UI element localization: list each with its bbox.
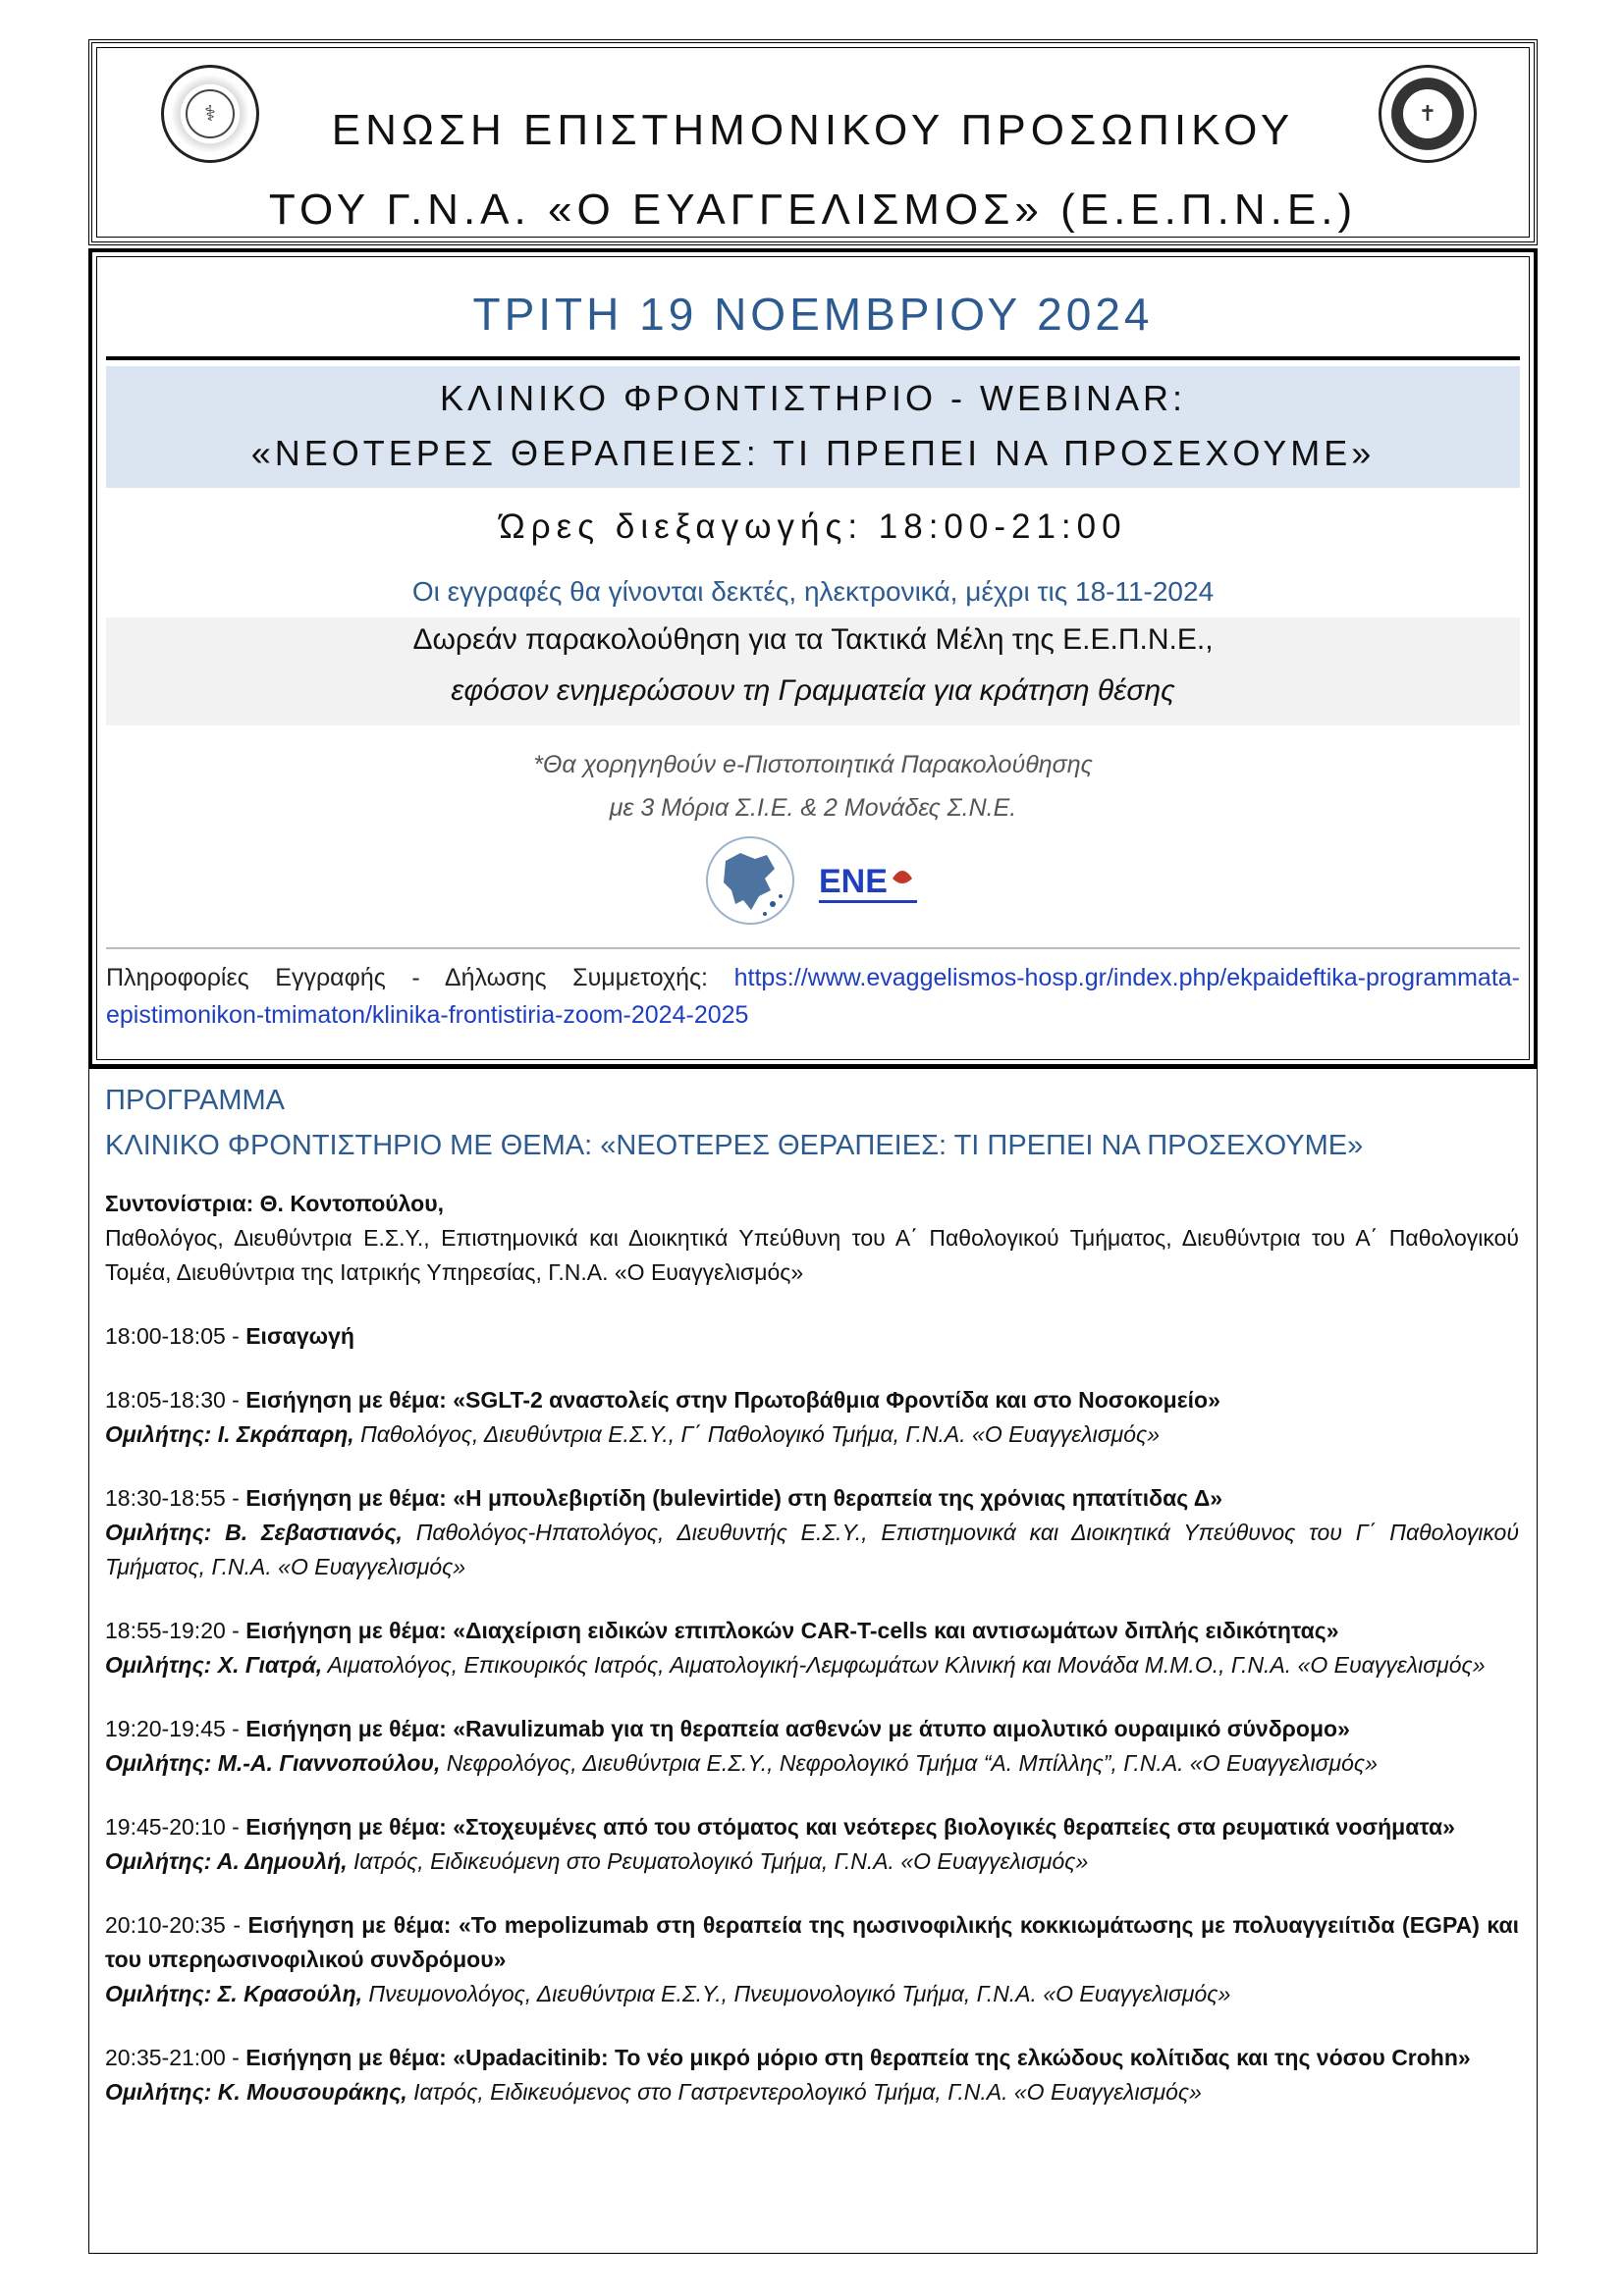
coordinator-block <box>105 1187 1519 1290</box>
certificate-note-line1: *Θα χορηγηθούν e-Πιστοποιητικά Παρακολούθησης <box>533 751 1093 778</box>
event-title-line1: ΚΛΙΝΙΚΟ ΦΡΟΝΤΙΣΤΗΡΙΟ - WEBINAR: <box>440 378 1186 418</box>
programme-subheading: ΚΛΙΝΙΚΟ ΦΡΟΝΤΙΣΤΗΡΙΟ ΜΕ ΘΕΜΑ: «ΝΕΟΤΕΡΕΣ ΘΕΡΑΠΕΙΕΣ: ΤΙ ΠΡΕΠΕΙ ΝΑ ΠΡΟΣΕΧΟΥΜΕ» <box>105 1130 1364 1161</box>
coordinator-description: Παθολόγος, Διευθύντρια Ε.Σ.Υ., Επιστημονικά και Διοικητικά Υπεύθυνη του Α΄ Παθολογικού Τμήματος, Διευθύντρια του Α΄ Παθολογικού Τομέα, Διευθύντρια της Ιατρικής Υπηρεσίας, Γ.Ν.Α. «Ο Ευαγγελισμός» <box>105 1225 1519 1285</box>
free-attendance-line2: εφόσον ενημερώσουν τη Γραμματεία για κράτηση θέσης <box>451 674 1175 707</box>
item-time: 18:00-18:05 - <box>105 1323 246 1349</box>
item-title: Εισήγηση με θέμα: «SGLT-2 αναστολείς στην Πρωτοβάθμια Φροντίδα και στο Νοσοκομείο» <box>245 1387 1220 1413</box>
divider <box>106 356 1520 360</box>
speaker-affiliation: Αιματολόγος, Επικουρικός Ιατρός, Αιματολογική-Λεμφωμάτων Κλινική και Μονάδα Μ.Μ.Ο., Γ.Ν.Α. «Ο Ευαγγελισμός» <box>322 1652 1486 1678</box>
certificate-note-line2: με 3 Μόρια Σ.Ι.Ε. & 2 Μονάδες Σ.Ν.Ε. <box>609 794 1017 822</box>
header-box <box>88 39 1538 245</box>
item-title: Εισήγηση με θέμα: «Η μπουλεβιρτίδη (bulevirtide) στη θεραπεία της χρόνιας ηπατίτιδας Δ» <box>245 1485 1223 1511</box>
programme-item <box>105 1908 1519 2011</box>
speaker-name: Ομιλήτης: Ι. Σκράπαρη, <box>105 1421 354 1447</box>
item-time: 20:10-20:35 - <box>105 1912 248 1938</box>
greece-map-logo <box>707 837 793 924</box>
ene-logo-text: ENE <box>819 863 888 900</box>
programme-content <box>105 1081 1519 2109</box>
speaker-affiliation: Ιατρός, Ειδικευόμενη στο Ρευματολογικό Τμήμα, Γ.Ν.Α. «Ο Ευαγγελισμός» <box>347 1848 1089 1874</box>
registration-info-label: Πληροφορίες Εγγραφής - Δήλωσης Συμμετοχής: <box>106 964 734 991</box>
programme-heading: ΠΡΟΓΡΑΜΜΑ <box>105 1085 286 1116</box>
speaker-name: Ομιλήτης: Α. Δημουλή, <box>105 1848 348 1874</box>
speaker-affiliation: Ιατρός, Ειδικευόμενος στο Γαστρεντερολογικό Τμήμα, Γ.Ν.Α. «Ο Ευαγγελισμός» <box>406 2079 1202 2105</box>
item-title: Εισαγωγή <box>245 1323 354 1349</box>
programme-item-intro <box>105 1319 1519 1354</box>
programme-item <box>105 1810 1519 1879</box>
registration-info <box>106 959 1520 1034</box>
programme-item <box>105 1712 1519 1781</box>
event-box <box>88 248 1538 1068</box>
programme-item <box>105 2041 1519 2109</box>
programme-item <box>105 1383 1519 1452</box>
registration-link[interactable]: https://www.evaggelismos-hosp.gr/index.php/ekpaideftika-programmata-epistimonikon-tmimaton/klinika-frontistiria-zoom-2024-2025 <box>106 964 1520 1029</box>
speaker-affiliation: Νεφρολόγος, Διευθύντρια Ε.Σ.Υ., Νεφρολογικό Τμήμα “Α. Μπίλλης”, Γ.Ν.Α. «Ο Ευαγγελισμός» <box>440 1750 1378 1776</box>
speaker-name: Ομιλήτης: Χ. Γιατρά, <box>105 1652 323 1678</box>
item-time: 18:05-18:30 - <box>105 1387 246 1413</box>
free-attendance-band <box>106 617 1520 725</box>
item-title: Εισήγηση με θέμα: «Στοχευμένες από του στόματος και νεότερες βιολογικές θεραπείες στα ρευματικά νοσήματα» <box>245 1814 1455 1840</box>
event-date: ΤΡΙΤΗ 19 ΝΟΕΜΒΡΙΟΥ 2024 <box>472 289 1154 340</box>
event-title-line2: «ΝΕΟΤΕΡΕΣ ΘΕΡΑΠΕΙΕΣ: ΤΙ ΠΡΕΠΕΙ ΝΑ ΠΡΟΣΕΧΟΥΜΕ» <box>250 433 1376 473</box>
speaker-affiliation: Παθολόγος-Ηπατολόγος, Διευθυντής Ε.Σ.Υ., Επιστημονικά και Διοικητικά Υπεύθυνος του Γ΄ Παθολογικού Τμήματος, Γ.Ν.Α. «Ο Ευαγγελισμός» <box>105 1520 1519 1579</box>
item-time: 19:20-19:45 - <box>105 1716 246 1741</box>
item-title: Εισήγηση με θέμα: «Ravulizumab για τη θεραπεία ασθενών με άτυπο αιμολυτικό ουραιμικό σύνδρομο» <box>245 1716 1350 1741</box>
ene-logo <box>819 863 917 903</box>
programme-item <box>105 1481 1519 1584</box>
item-time: 20:35-21:00 - <box>105 2045 246 2070</box>
speaker-name: Ομιλήτης: Β. Σεβαστιανός, <box>105 1520 403 1545</box>
org-name-line1: ΕΝΩΣΗ ΕΠΙΣΤΗΜΟΝΙΚΟΥ ΠΡΟΣΩΠΙΚΟΥ <box>331 106 1295 154</box>
saint-figure-icon: ✝ <box>1403 89 1452 138</box>
speaker-affiliation: Παθολόγος, Διευθύντρια Ε.Σ.Υ., Γ΄ Παθολογικό Τμήμα, Γ.Ν.Α. «Ο Ευαγγελισμός» <box>353 1421 1160 1447</box>
speaker-name: Ομιλήτης: Μ.-Α. Γιαννοπούλου, <box>105 1750 441 1776</box>
item-title: Εισήγηση με θέμα: «Το mepolizumab στη θεραπεία της ηωσινοφιλικής κοκκιωμάτωσης με πολυαγγειίτιδα (EGPA) και του υπερηωσινοφιλικού συνδρόμου» <box>105 1912 1519 1972</box>
item-title: Εισήγηση με θέμα: «Διαχείριση ειδικών επιπλοκών CAR-T-cells και αντισωμάτων διπλής ειδικότητας» <box>245 1618 1339 1643</box>
item-time: 18:30-18:55 - <box>105 1485 246 1511</box>
item-title: Εισήγηση με θέμα: «Upadacitinib: Το νέο μικρό μόριο στη θεραπεία της ελκώδους κολίτιδας και της νόσου Crohn» <box>245 2045 1471 2070</box>
speaker-affiliation: Πνευμονολόγος, Διευθύντρια Ε.Σ.Υ., Πνευμονολογικό Τμήμα, Γ.Ν.Α. «Ο Ευαγγελισμός» <box>362 1981 1231 2006</box>
caduceus-icon: ⚕ <box>186 89 235 138</box>
event-title-band <box>106 366 1520 488</box>
speaker-name: Ομιλήτης: Κ. Μουσουράκης, <box>105 2079 407 2105</box>
item-time: 18:55-19:20 - <box>105 1618 246 1643</box>
programme-item <box>105 1614 1519 1682</box>
page <box>88 39 1542 2254</box>
registration-note: Οι εγγραφές θα γίνονται δεκτές, ηλεκτρονικά, μέχρι τις 18-11-2024 <box>411 576 1215 607</box>
event-hours: Ώρες διεξαγωγής: 18:00-21:00 <box>499 507 1127 546</box>
coordinator-label: Συντονίστρια: Θ. Κοντοπούλου, <box>105 1191 445 1216</box>
org-name-line2: ΤΟΥ Γ.Ν.Α. «Ο ΕΥΑΓΓΕΛΙΣΜΟΣ» (Ε.Ε.Π.Ν.Ε.) <box>268 186 1358 234</box>
speaker-name: Ομιλήτης: Σ. Κρασούλη, <box>105 1981 363 2006</box>
divider <box>106 947 1520 949</box>
item-time: 19:45-20:10 - <box>105 1814 246 1840</box>
free-attendance-line1: Δωρεάν παρακολούθηση για τα Τακτικά Μέλη της Ε.Ε.Π.Ν.Ε., <box>412 623 1214 656</box>
accreditation-logos <box>696 831 951 939</box>
programme-box <box>88 1068 1538 2254</box>
